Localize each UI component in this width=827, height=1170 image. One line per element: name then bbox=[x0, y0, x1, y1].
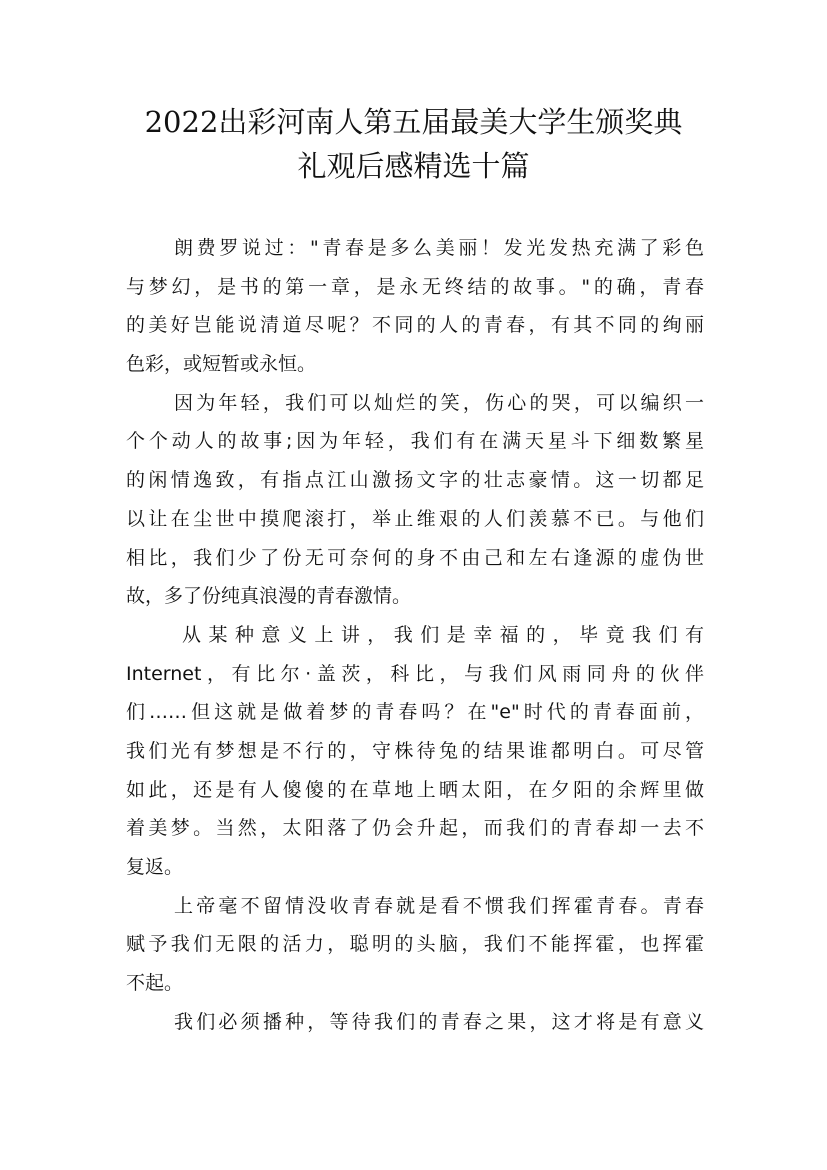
text-line: 不起。 bbox=[126, 972, 184, 995]
title-line: 礼观后感精选十篇 bbox=[297, 149, 530, 183]
text-line: 上帝毫不留情没收青春就是看不惯我们挥霍青春。青春 bbox=[174, 894, 704, 917]
paragraph bbox=[126, 384, 704, 616]
text-line: 们……但这就是做着梦的青春吗？在"e"时代的青春面前， bbox=[126, 701, 704, 724]
text-line: 如此，还是有人傻傻的在草地上晒太阳，在夕阳的余辉里做 bbox=[126, 778, 704, 801]
text-line: 故，多了份纯真浪漫的青春激情。 bbox=[126, 585, 412, 608]
text-line: 复返。 bbox=[126, 856, 184, 878]
text-line: 我们必须播种，等待我们的青春之果，这才将是有意义 bbox=[174, 1010, 704, 1033]
paragraph bbox=[126, 1003, 704, 1042]
text-line: 的美好岂能说清道尽呢？不同的人的青春，有其不同的绚丽 bbox=[126, 314, 704, 337]
text-line: 朗费罗说过："青春是多么美丽！发光发热充满了彩色 bbox=[174, 237, 704, 259]
text-line: 以让在尘世中摸爬滚打，举止维艰的人们羡慕不已。与他们 bbox=[126, 507, 704, 530]
text-line: 从某种意义上讲，我们是幸福的，毕竟我们有 bbox=[182, 623, 704, 646]
document-title bbox=[100, 100, 727, 188]
paragraph bbox=[126, 887, 704, 1003]
text-line: 我们光有梦想是不行的，守株待兔的结果谁都明白。可尽管 bbox=[126, 739, 704, 762]
title-line: 2022出彩河南人第五届最美大学生颁奖典 bbox=[144, 105, 683, 139]
text-line: 相比，我们少了份无可奈何的身不由己和左右逢源的虚伪世 bbox=[126, 546, 704, 569]
text-line: 的闲情逸致，有指点江山激扬文字的壮志豪情。这一切都足 bbox=[126, 469, 704, 492]
paragraph bbox=[126, 616, 704, 887]
text-line: 与梦幻，是书的第一章，是永无终结的故事。"的确，青春 bbox=[126, 275, 704, 298]
text-line: 色彩，或短暂或永恒。 bbox=[126, 353, 317, 376]
text-line: 因为年轻，我们可以灿烂的笑，伤心的哭，可以编织一 bbox=[174, 391, 704, 414]
text-line: 着美梦。当然，太阳落了仍会升起，而我们的青春却一去不 bbox=[126, 817, 704, 840]
text-line: Internet，有比尔·盖茨，科比，与我们风雨同舟的伙伴 bbox=[126, 662, 704, 685]
paragraph bbox=[126, 229, 704, 384]
document-body bbox=[126, 229, 704, 1041]
text-line: 个个动人的故事;因为年轻，我们有在满天星斗下细数繁星 bbox=[126, 430, 704, 453]
text-line: 赋予我们无限的活力，聪明的头脑，我们不能挥霍，也挥霍 bbox=[126, 933, 704, 956]
